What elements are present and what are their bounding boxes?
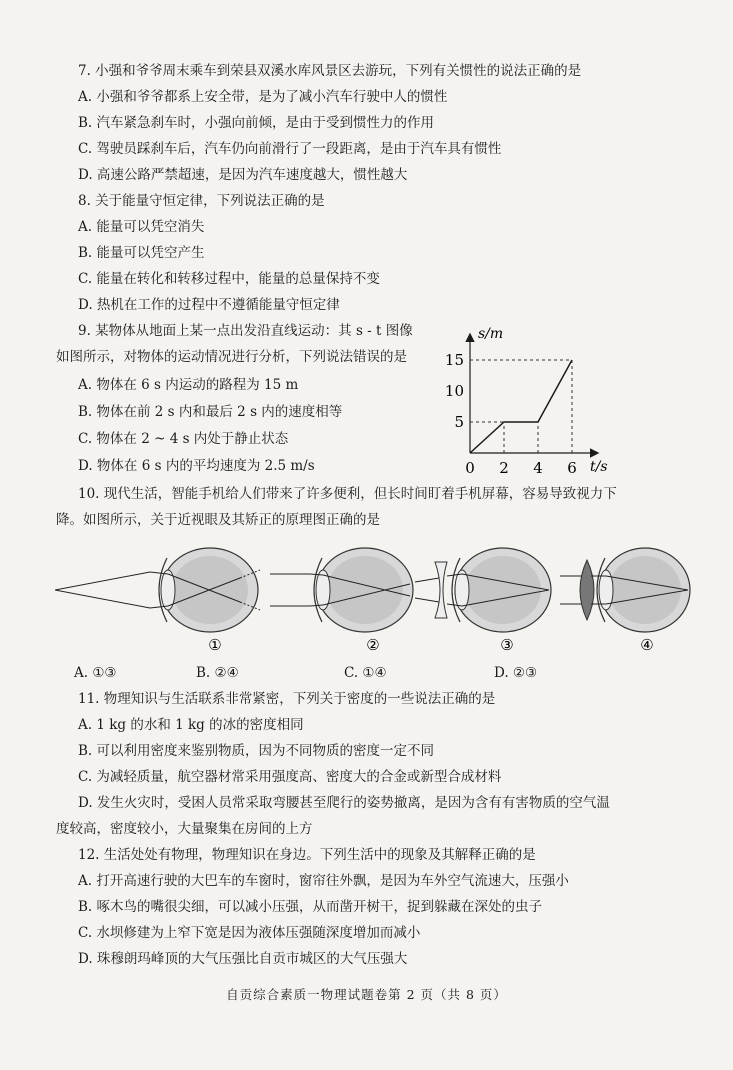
q10-stem-line1: 10. 现代生活，智能手机给人们带来了许多便利，但长时间盯着手机屏幕，容易导致视力下 <box>78 486 617 502</box>
q9-stem-line2: 如图所示，对物体的运动情况进行分析，下列说法错误的是 <box>56 349 407 365</box>
q11-stem: 11. 物理知识与生活联系非常紧密，下列关于密度的一些说法正确的是 <box>78 691 496 707</box>
q10-option-a: A. ①③ <box>74 665 117 681</box>
q11-option-d-line1: D. 发生火灾时，受困人员常采取弯腰甚至爬行的姿势撤离，是因为含有有害物质的空气温 <box>78 795 610 811</box>
q9-option-c: C. 物体在 2 ~ 4 s 内处于静止状态 <box>78 431 289 447</box>
eye-label-1: ① <box>208 636 222 654</box>
eye-figure-3 <box>415 548 551 632</box>
q7-option-a: A. 小强和爷爷都系上安全带，是为了减小汽车行驶中人的惯性 <box>78 89 448 105</box>
s-t-chart <box>440 318 640 478</box>
x-tick-label: 6 <box>567 459 577 477</box>
y-tick-label: 5 <box>454 413 464 431</box>
q11-option-b: B. 可以利用密度来鉴别物质，因为不同物质的密度一定不同 <box>78 743 435 759</box>
q9-option-d: D. 物体在 6 s 内的平均速度为 2.5 m/s <box>78 458 315 474</box>
q8-stem: 8. 关于能量守恒定律，下列说法正确的是 <box>78 193 325 209</box>
q11-option-c: C. 为减轻质量，航空器材常采用强度高、密度大的合金或新型合成材料 <box>78 769 502 785</box>
eye-label-2: ② <box>366 636 380 654</box>
q8-option-c: C. 能量在转化和转移过程中，能量的总量保持不变 <box>78 271 380 287</box>
series-line <box>470 360 572 453</box>
q12-option-d: D. 珠穆朗玛峰顶的大气压强比自贡市城区的大气压强大 <box>78 951 408 967</box>
q11-option-a: A. 1 kg 的水和 1 kg 的冰的密度相同 <box>78 717 304 733</box>
q12-option-c: C. 水坝修建为上窄下宽是因为液体压强随深度增加而减小 <box>78 925 421 941</box>
q8-option-a: A. 能量可以凭空消失 <box>78 219 205 235</box>
x-tick-label: 4 <box>533 459 543 477</box>
q9-stem-line1: 9. 某物体从地面上某一点出发沿直线运动：其 s - t 图像 <box>78 323 413 339</box>
y-tick-label: 10 <box>444 382 464 400</box>
eye-diagrams <box>55 540 695 655</box>
q10-option-d: D. ②③ <box>494 665 538 681</box>
q9-option-b: B. 物体在前 2 s 内和最后 2 s 内的速度相等 <box>78 404 343 420</box>
q8-option-d: D. 热机在工作的过程中不遵循能量守恒定律 <box>78 297 340 313</box>
q11-option-d-line2: 度较高，密度较小，大量聚集在房间的上方 <box>56 821 313 837</box>
q10-stem-line2: 降。如图所示，关于近视眼及其矫正的原理图正确的是 <box>56 512 380 528</box>
y-tick-label: 15 <box>444 351 464 369</box>
q8-option-b: B. 能量可以凭空产生 <box>78 245 205 261</box>
page-footer: 自贡综合素质一物理试题卷第 2 页（共 8 页） <box>226 987 507 1002</box>
x-axis-label: t/s <box>590 459 608 475</box>
q7-option-d: D. 高速公路严禁超速，是因为汽车速度越大，惯性越大 <box>78 167 408 183</box>
eye-figure-4 <box>560 548 690 632</box>
q12-option-a: A. 打开高速行驶的大巴车的车窗时，窗帘往外飘，是因为车外空气流速大，压强小 <box>78 873 569 889</box>
q9-option-a: A. 物体在 6 s 内运动的路程为 15 m <box>78 377 299 393</box>
q7-stem: 7. 小强和爷爷周末乘车到荣县双溪水库风景区去游玩，下列有关惯性的说法正确的是 <box>78 63 582 79</box>
eye-label-4: ④ <box>640 636 654 654</box>
q10-option-c: C. ①④ <box>344 665 387 681</box>
x-tick-label: 0 <box>465 459 475 477</box>
x-tick-label: 2 <box>499 459 509 477</box>
eye-figure-2 <box>270 548 413 632</box>
q12-stem: 12. 生活处处有物理，物理知识在身边。下列生活中的现象及其解释正确的是 <box>78 847 536 863</box>
q10-option-b: B. ②④ <box>196 665 239 681</box>
y-axis-label: s/m <box>478 326 504 342</box>
q7-option-b: B. 汽车紧急刹车时，小强向前倾，是由于受到惯性力的作用 <box>78 115 435 131</box>
eye-figure-1 <box>55 548 260 632</box>
eye-label-3: ③ <box>500 636 514 654</box>
q12-option-b: B. 啄木鸟的嘴很尖细，可以减小压强，从而凿开树干，捉到躲藏在深处的虫子 <box>78 899 543 915</box>
q7-option-c: C. 驾驶员踩刹车后，汽车仍向前滑行了一段距离，是由于汽车具有惯性 <box>78 141 502 157</box>
